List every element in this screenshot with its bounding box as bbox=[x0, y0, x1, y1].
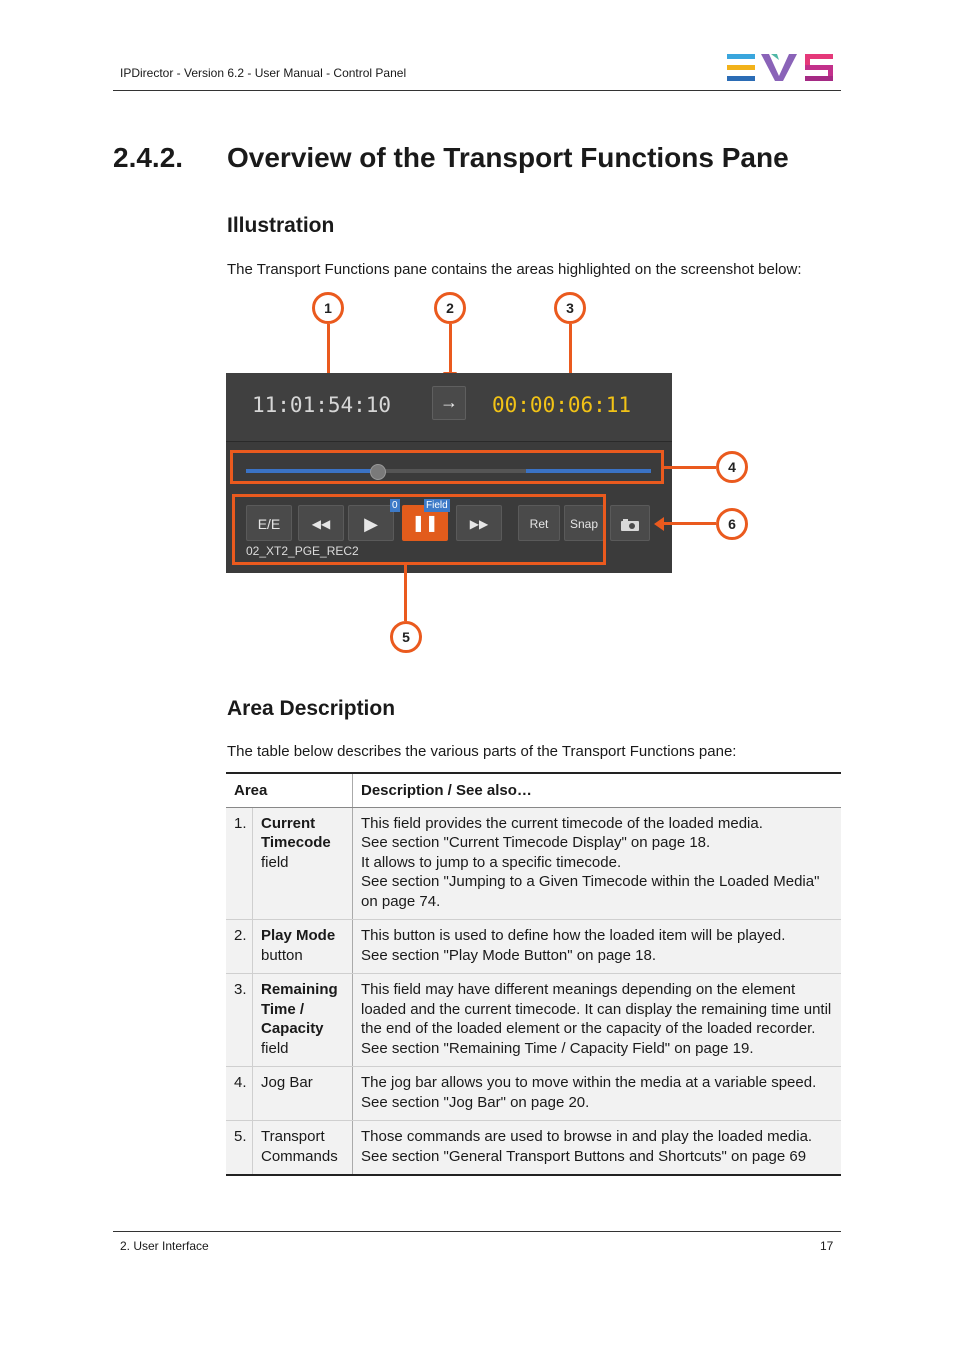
callout-6: 6 bbox=[716, 508, 748, 540]
column-header-description: Description / See also… bbox=[353, 773, 842, 807]
callout-5: 5 bbox=[390, 621, 422, 653]
description-line: See section "General Transport Buttons and Shortcuts" on page 69 bbox=[361, 1147, 807, 1165]
running-header: IPDirector - Version 6.2 - User Manual - Control Panel bbox=[120, 66, 407, 80]
callout-2: 2 bbox=[434, 292, 466, 324]
highlight-transport-commands bbox=[232, 494, 606, 565]
column-header-area: Area bbox=[226, 773, 353, 807]
row-area: Transport Commands bbox=[253, 1121, 353, 1176]
row-number: 5. bbox=[226, 1121, 253, 1176]
camera-icon bbox=[620, 518, 640, 532]
table-row bbox=[226, 920, 841, 974]
row-area-name: Current Timecode bbox=[261, 814, 331, 851]
area-description-intro: The table below describes the various parts of the Transport Functions pane: bbox=[227, 743, 737, 760]
row-number: 4. bbox=[226, 1067, 253, 1121]
footer-rule bbox=[113, 1231, 841, 1232]
transport-pane-figure bbox=[226, 288, 766, 660]
illustration-heading: Illustration bbox=[227, 214, 335, 237]
footer-chapter: 2. User Interface bbox=[120, 1239, 209, 1253]
play-badge: 0 bbox=[392, 500, 398, 511]
area-description-heading: Area Description bbox=[227, 697, 396, 720]
row-area-type: button bbox=[261, 946, 303, 964]
pause-button[interactable]: ❚❚ bbox=[402, 505, 448, 541]
description-line: See section "Jumping to a Given Timecode within the Loaded Media" on page 74. bbox=[361, 873, 820, 910]
illustration-intro: The Transport Functions pane contains the areas highlighted on the screenshot below: bbox=[227, 261, 802, 278]
leader-1 bbox=[327, 324, 330, 378]
description-line: This button is used to define how the loaded item will be played. bbox=[361, 927, 786, 944]
section-number: 2.4.2. bbox=[113, 142, 184, 173]
row-area bbox=[253, 974, 353, 1067]
page-number: 17 bbox=[820, 1239, 834, 1253]
row-area bbox=[253, 920, 353, 974]
table-row bbox=[226, 1121, 841, 1176]
area-description-table bbox=[226, 772, 841, 1176]
snap-button[interactable]: Snap bbox=[564, 505, 604, 541]
callout-4: 4 bbox=[716, 451, 748, 483]
table-row bbox=[226, 1067, 841, 1121]
row-number: 2. bbox=[226, 920, 253, 974]
row-description bbox=[353, 1121, 842, 1176]
row-area bbox=[253, 807, 353, 920]
row-area-type: field bbox=[261, 853, 289, 871]
callout-1: 1 bbox=[312, 292, 344, 324]
camera-button[interactable] bbox=[610, 505, 650, 541]
header-rule bbox=[113, 90, 841, 91]
row-area-name: Remaining Time / Capacity bbox=[261, 981, 338, 1037]
ret-button[interactable]: Ret bbox=[518, 505, 560, 541]
section-title: Overview of the Transport Functions Pane bbox=[227, 142, 789, 173]
description-line: It allows to jump to a specific timecode. bbox=[361, 853, 622, 871]
table-row bbox=[226, 807, 841, 920]
transport-functions-pane bbox=[226, 373, 672, 573]
row-area-name: Play Mode bbox=[261, 927, 336, 944]
row-description bbox=[353, 1067, 842, 1121]
description-line: See section "Jog Bar" on page 20. bbox=[361, 1093, 590, 1111]
row-number: 1. bbox=[226, 807, 253, 920]
rewind-button[interactable]: ◀◀ bbox=[298, 505, 344, 541]
play-mode-button[interactable]: → bbox=[432, 386, 466, 420]
fast-forward-button[interactable]: ▶▶ bbox=[456, 505, 502, 541]
table-header-row bbox=[226, 773, 841, 807]
description-line: See section "Play Mode Button" on page 18. bbox=[361, 946, 657, 964]
description-line: See section "Current Timecode Display" on page 18. bbox=[361, 834, 711, 851]
description-line: This field provides the current timecode of the loaded media. bbox=[361, 814, 763, 832]
row-description bbox=[353, 974, 842, 1067]
leader-5 bbox=[404, 565, 407, 621]
row-area: Jog Bar bbox=[253, 1067, 353, 1121]
callout-3: 3 bbox=[554, 292, 586, 324]
table-row bbox=[226, 974, 841, 1067]
ee-button[interactable]: E/E bbox=[246, 505, 292, 541]
leader-4 bbox=[664, 466, 716, 469]
current-timecode-field[interactable]: 11:01:54:10 bbox=[252, 393, 392, 417]
row-description bbox=[353, 920, 842, 974]
remaining-time-field[interactable]: 00:00:06:11 bbox=[492, 393, 632, 417]
highlight-jog-bar bbox=[230, 450, 664, 484]
play-button[interactable]: ▶ bbox=[348, 505, 394, 541]
evs-logo bbox=[727, 54, 833, 82]
description-line: Those commands are used to browse in and play the loaded media. bbox=[361, 1128, 813, 1145]
description-line: See section "Remaining Time / Capacity Field" on page 19. bbox=[361, 1039, 754, 1057]
leader-2 bbox=[449, 324, 452, 372]
row-area-type: field bbox=[261, 1039, 289, 1057]
row-description bbox=[353, 807, 842, 920]
row-number: 3. bbox=[226, 974, 253, 1067]
description-line: This field may have different meanings depending on the element loaded and the current timecode. It can display the remaining time until the end of the loaded element or the capacity of the loaded recorder. bbox=[361, 981, 832, 1037]
leader-3 bbox=[569, 324, 572, 378]
description-line: The jog bar allows you to move within the media at a variable speed. bbox=[361, 1074, 817, 1091]
leader-6 bbox=[662, 522, 716, 525]
pause-field-badge: Field bbox=[426, 500, 448, 511]
loaded-clip-name: 02_XT2_PGE_REC2 bbox=[246, 544, 359, 558]
